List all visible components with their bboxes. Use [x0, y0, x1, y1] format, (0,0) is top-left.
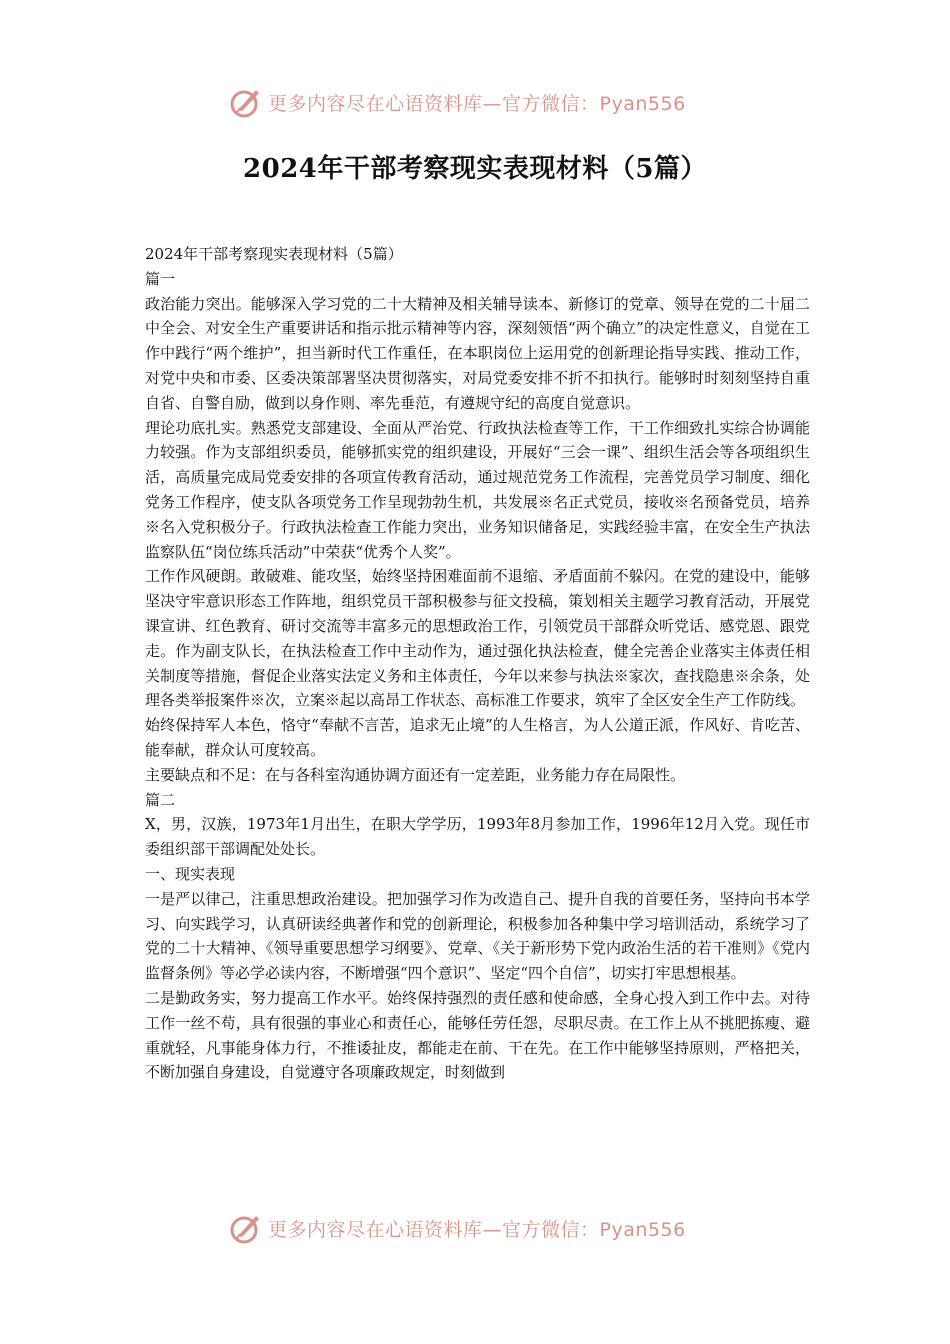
- document-body: [145, 242, 810, 1085]
- watermark-text: 更多内容尽在心语资料库—官方微信：Pyan556: [268, 92, 686, 115]
- quill-logo-icon: [228, 84, 264, 120]
- watermark-text: 更多内容尽在心语资料库—官方微信：Pyan556: [268, 1218, 686, 1241]
- subtitle-line: 2024年干部考察现实表现材料（5篇）: [145, 245, 403, 263]
- paragraph: 主要缺点和不足：在与各科室沟通协调方面还有一定差距，业务能力存在局限性。: [145, 765, 686, 784]
- paragraph: 工作作风硬朗。敢破难、能攻坚，始终坚持困难面前不退缩、矛盾面前不躲闪。在党的建设中，能够坚决守牢意识形态工作阵地，组织党员干部积极参与征文投稿，策划相关主题学习教育活动，开展党课宣讲、红色教育、研讨交流等丰富多元的思想政治工作，引领党员干部群众听党话、感党恩、跟党走。作为副支队长，在执法检查工作中主动作为，通过强化执法检查，健全完善企业落实主体责任相关制度等措施，督促企业落实法定义务和主体责任，今年以来参与执法※家次，查找隐患※余条，处理各类举报案件※次，立案※起以高昂工作状态、高标准工作要求，筑牢了全区安全生产工作防线。: [145, 567, 810, 710]
- watermark-banner-top: [0, 82, 950, 122]
- quill-logo-icon: [228, 1210, 264, 1246]
- section-heading-2: 篇二: [145, 790, 176, 809]
- paragraph: 政治能力突出。能够深入学习党的二十大精神及相关辅导读本、新修订的党章、领导在党的二十届二中全会、对安全生产重要讲话和指示批示精神等内容，深刻领悟“两个确立”的决定性意义，自觉在工作中践行“两个维护”，担当新时代工作重任，在本职岗位上运用党的创新理论指导实践、推动工作，对党中央和市委、区委决策部署坚决贯彻落实，对局党委安排不折不扣执行。能够时时刻刻坚持自重自省、自警自励，做到以身作则、率先垂范，有遵规守纪的高度自觉意识。: [145, 294, 810, 412]
- paragraph: 一是严以律己，注重思想政治建设。把加强学习作为改造自己、提升自我的首要任务，坚持向书本学习、向实践学习，认真研读经典著作和党的创新理论，积极参加各种集中学习培训活动，系统学习了党的二十大精神、《领导重要思想学习纲要》、党章、《关于新形势下党内政治生活的若干准则》《党内监督条例》等必学必读内容，不断增强“四个意识”、坚定“四个自信”，切实打牢思想根基。: [145, 889, 810, 983]
- paragraph: X，男，汉族，1973年1月出生，在职大学学历，1993年8月参加工作，1996年12月入党。现任市委组织部干部调配处处长。: [145, 815, 810, 859]
- document-title: 2024年干部考察现实表现材料（5篇）: [243, 154, 707, 184]
- section-heading-1: 篇一: [145, 269, 176, 288]
- watermark-banner-bottom: [0, 1208, 950, 1248]
- subsection-heading: 一、现实表现: [145, 864, 236, 883]
- paragraph: 理论功底扎实。熟悉党支部建设、全面从严治党、行政执法检查等工作，干工作细致扎实综合协调能力较强。作为支部组织委员，能够抓实党的组织建设，开展好“三会一课”、组织生活会等各项组织生活，高质量完成局党委安排的各项宣传教育活动，通过规范党务工作流程，完善党员学习制度、细化党务工作程序，使支队各项党务工作呈现勃勃生机，共发展※名正式党员，接收※名预备党员，培养※名入党积极分子。行政执法检查工作能力突出，业务知识储备足，实践经验丰富，在安全生产执法监察队伍“岗位练兵活动”中荣获“优秀个人奖”。: [145, 418, 810, 561]
- paragraph: 二是勤政务实，努力提高工作水平。始终保持强烈的责任感和使命感，全身心投入到工作中去。对待工作一丝不苟，具有很强的事业心和责任心，能够任劳任怨，尽职尽责。在工作上从不挑肥拣瘦、避重就轻，凡事能身体力行，不推诿扯皮，都能走在前、干在先。在工作中能够坚持原则，严格把关，不断加强自身建设，自觉遵守各项廉政规定，时刻做到: [145, 988, 810, 1082]
- paragraph: 始终保持军人本色，恪守“奉献不言苦，追求无止境”的人生格言，为人公道正派，作风好、肯吃苦、能奉献，群众认可度较高。: [145, 716, 810, 759]
